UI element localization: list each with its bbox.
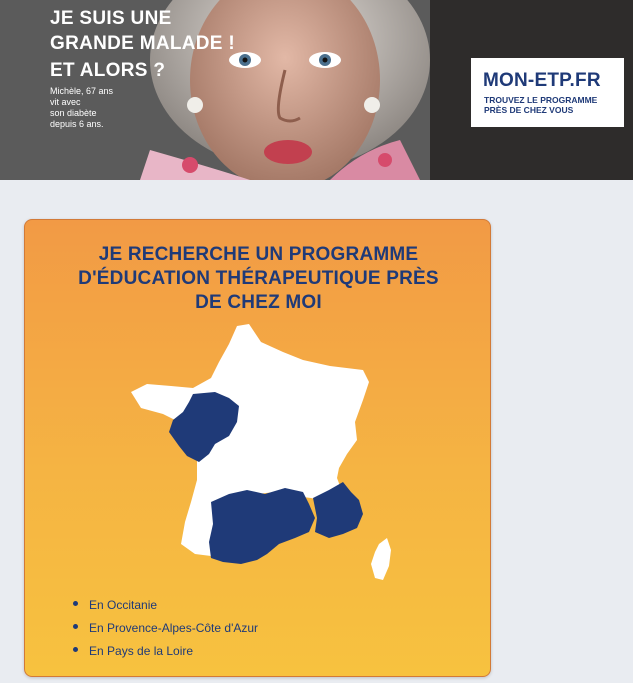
bullet-icon (73, 647, 78, 652)
brand-subtitle-line-1: TROUVEZ LE PROGRAMME (484, 95, 598, 105)
hero-caption-line-2: vit avec (50, 97, 81, 107)
brand-subtitle-line-2: PRÈS DE CHEZ VOUS (484, 105, 574, 115)
card-title-line-2: D'ÉDUCATION THÉRAPEUTIQUE PRÈS (78, 268, 439, 289)
region-list (73, 596, 258, 665)
hero-caption-line-1: Michèle, 67 ans (50, 86, 114, 96)
card-title (45, 243, 472, 315)
region-link-occitanie[interactable]: En Occitanie (89, 598, 158, 612)
region-occitanie[interactable] (209, 488, 315, 564)
bullet-icon (73, 601, 78, 606)
program-search-card (24, 219, 491, 677)
hero-headline-line-1: JE SUIS UNE (50, 8, 172, 29)
card-title-line-1: JE RECHERCHE UN PROGRAMME (98, 244, 419, 265)
region-link-paca[interactable]: En Provence-Alpes-Côte d'Azur (89, 621, 259, 635)
hero-banner (0, 0, 633, 180)
hero-caption-line-4: depuis 6 ans. (50, 119, 104, 129)
list-item (73, 596, 258, 611)
hero-caption (50, 86, 130, 130)
list-item (73, 642, 258, 657)
brand-logo-box[interactable] (471, 58, 624, 127)
hero-headline-line-2: GRANDE MALADE ! (50, 33, 235, 54)
card-title-line-3: DE CHEZ MOI (195, 292, 322, 313)
hero-headline (50, 6, 235, 83)
france-map-icon (125, 322, 400, 592)
hero-headline-line-3: ET ALORS ? (50, 60, 166, 81)
brand-title: MON-ETP.FR (483, 70, 601, 91)
corsica (371, 538, 391, 580)
region-link-pays-de-la-loire[interactable]: En Pays de la Loire (89, 644, 194, 658)
list-item (73, 619, 258, 634)
bullet-icon (73, 624, 78, 629)
brand-subtitle (484, 95, 614, 115)
hero-caption-line-3: son diabète (50, 108, 97, 118)
